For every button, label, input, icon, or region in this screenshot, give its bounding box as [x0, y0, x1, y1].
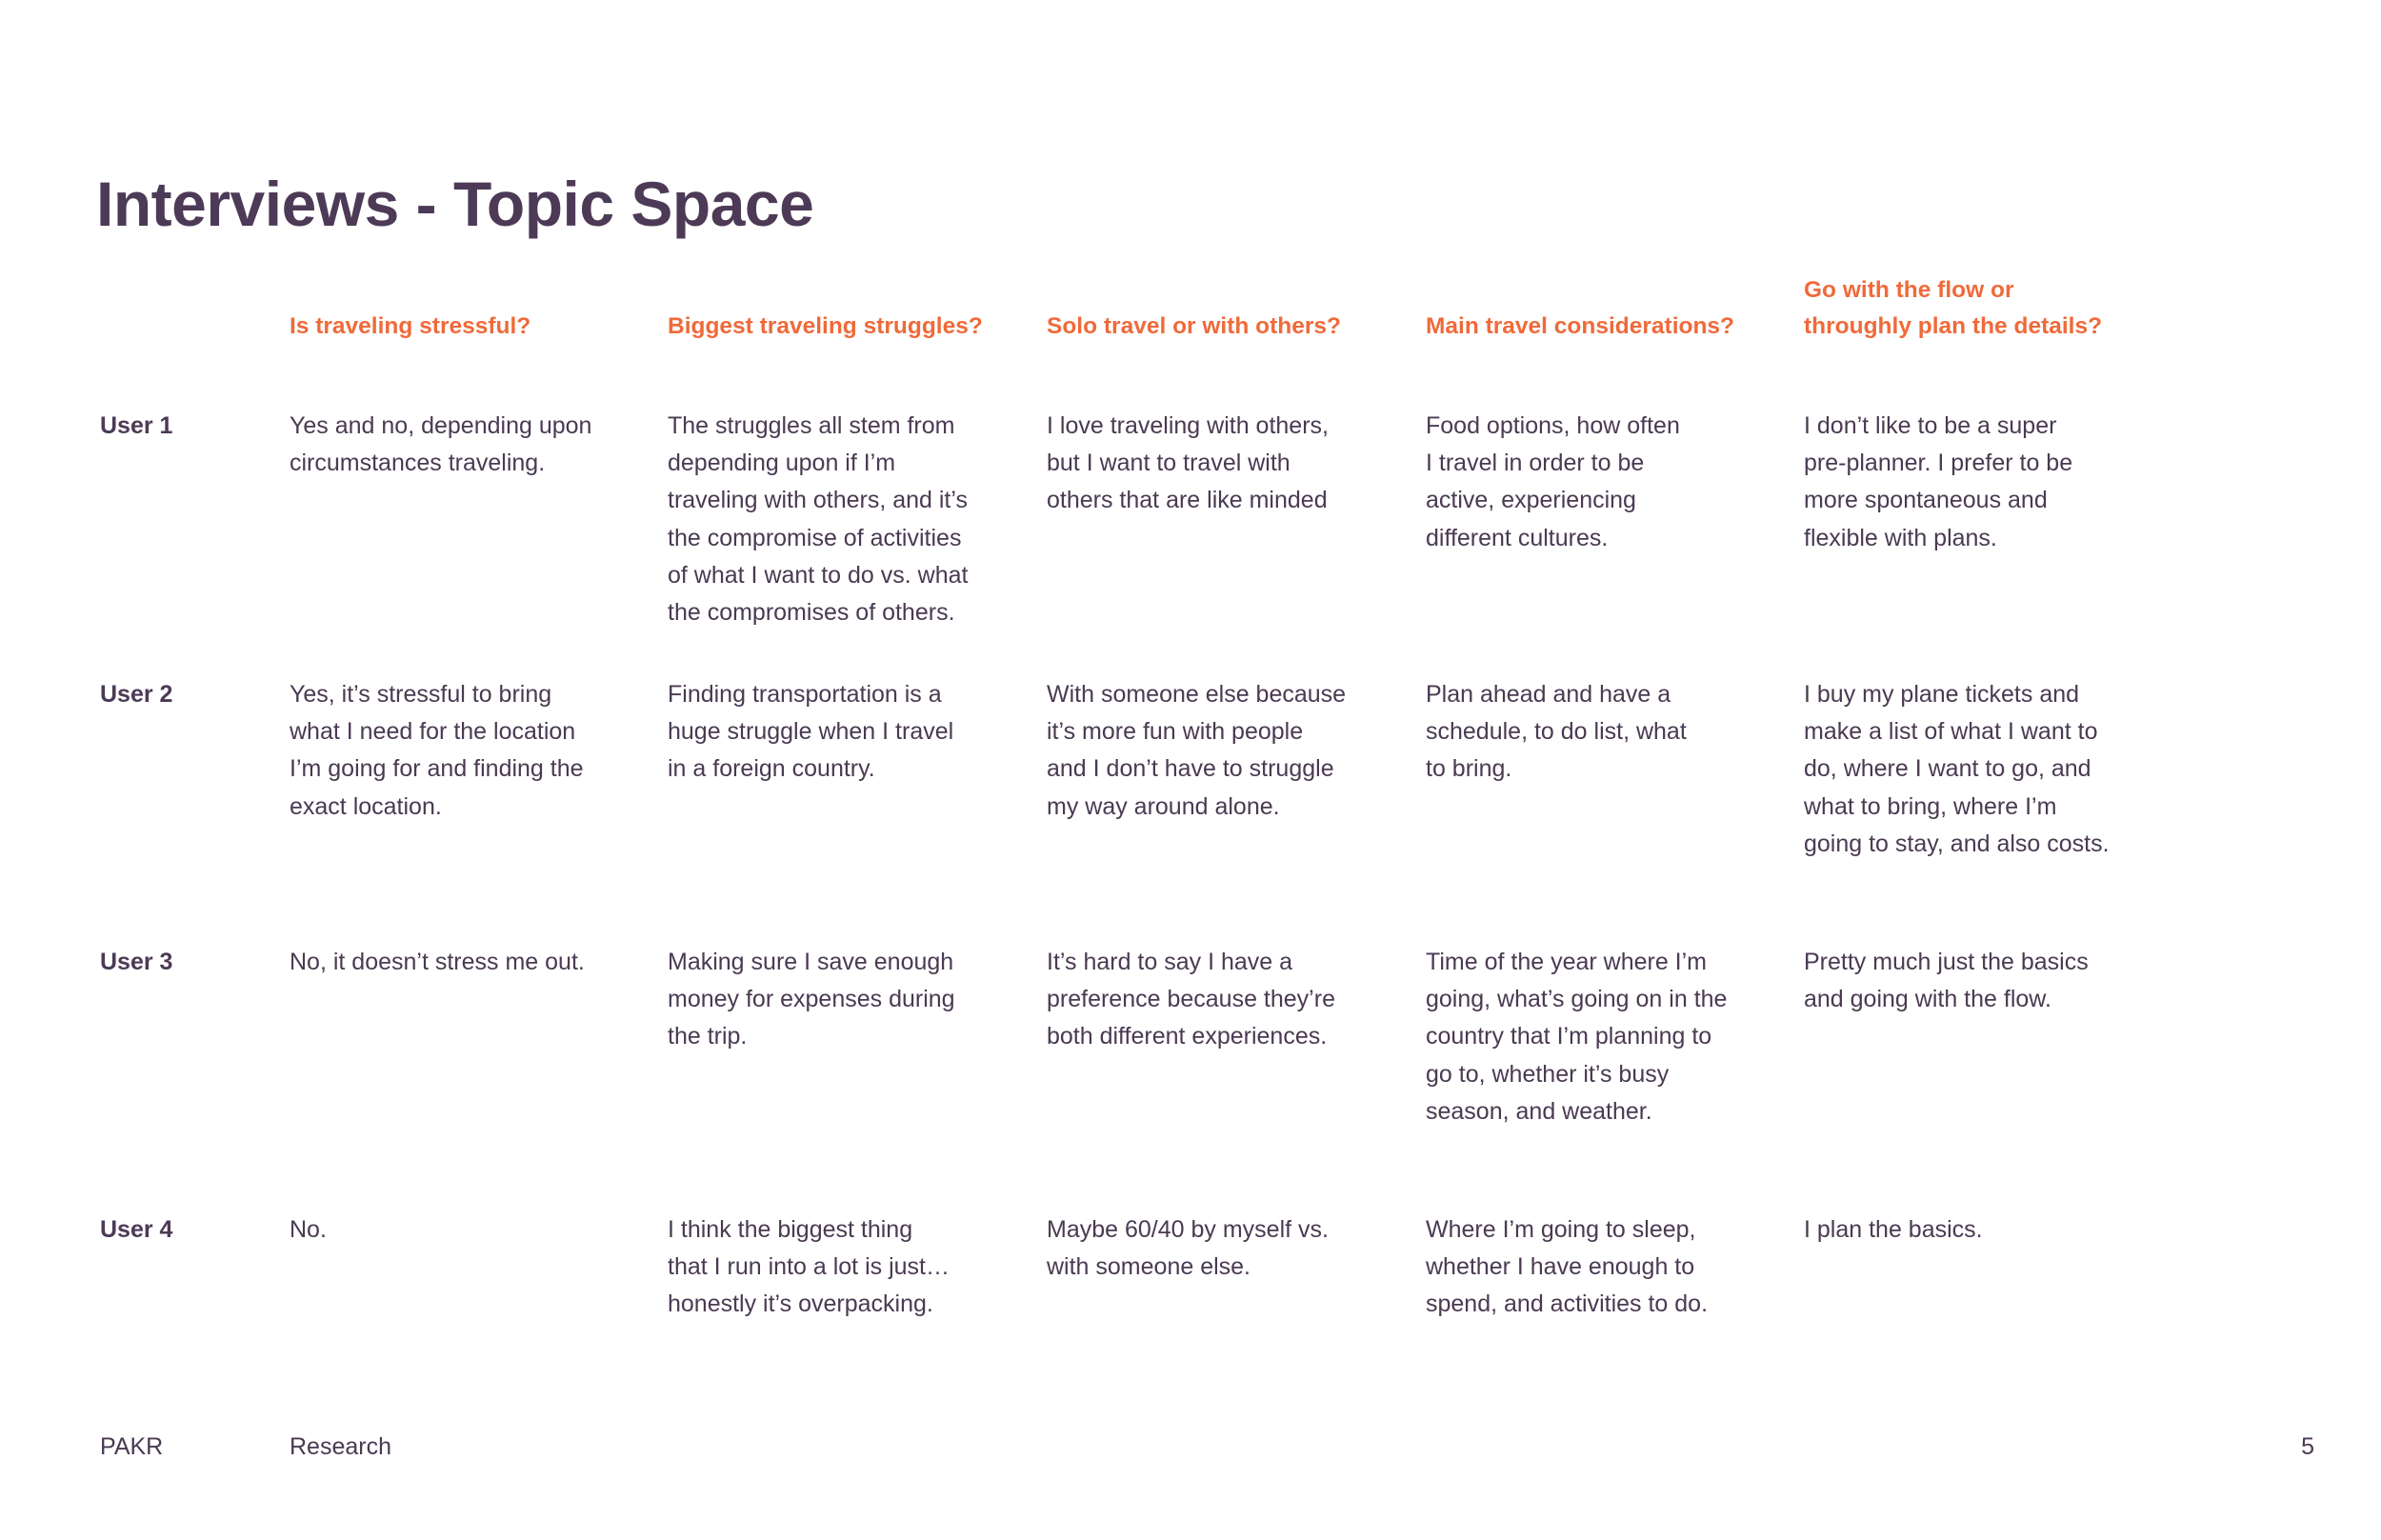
column-header-stressful: Is traveling stressful? — [290, 313, 531, 339]
table-cell: Finding transportation is a huge struggle when I travel in a foreign country. — [668, 681, 954, 783]
table-cell: I think the biggest thing that I run into a lot is just… honestly it’s overpacking. — [668, 1216, 950, 1318]
column-header-solo-or-others: Solo travel or with others? — [1047, 313, 1342, 339]
table-cell: I don’t like to be a super pre-planner. I prefer to be more spontaneous and flexible with plans. — [1804, 412, 2073, 551]
table-cell: Where I’m going to sleep, whether I have enough to spend, and activities to do. — [1426, 1216, 1709, 1318]
row-label-user-2: User 2 — [100, 681, 173, 708]
table-cell: It’s hard to say I have a preference because they’re both different experiences. — [1047, 949, 1335, 1050]
table-cell: Food options, how often I travel in order to be active, experiencing different cultures. — [1426, 412, 1680, 551]
table-cell: I plan the basics. — [1804, 1216, 1983, 1243]
table-cell: Yes and no, depending upon circumstances traveling. — [290, 412, 592, 477]
row-label-user-1: User 1 — [100, 412, 173, 439]
table-cell: The struggles all stem from depending upon if I’m traveling with others, and it’s the compromise of activities of what I want to do vs. what the compromises of others. — [668, 412, 969, 627]
table-cell: I love traveling with others, but I want to travel with others that are like minded — [1047, 412, 1329, 514]
footer-brand: PAKR — [100, 1433, 164, 1460]
column-header-struggles: Biggest traveling struggles? — [668, 313, 983, 339]
page-title: Interviews - Topic Space — [96, 169, 814, 239]
table-cell: Time of the year where I’m going, what’s going on in the country that I’m planning to go to, whether it’s busy season, and weather. — [1426, 949, 1728, 1125]
footer-section: Research — [290, 1433, 391, 1460]
table-cell: Pretty much just the basics and going with the flow. — [1804, 949, 2089, 1013]
table-cell: Yes, it’s stressful to bring what I need for the location I’m going for and finding the exact location. — [290, 681, 584, 820]
column-header-considerations: Main travel considerations? — [1426, 313, 1735, 339]
page-number: 5 — [2301, 1433, 2314, 1460]
table-cell: Making sure I save enough money for expenses during the trip. — [668, 949, 955, 1050]
table-cell: No, it doesn’t stress me out. — [290, 949, 585, 975]
table-cell: No. — [290, 1216, 327, 1243]
table-cell: I buy my plane tickets and make a list of what I want to do, where I want to go, and what to bring, where I’m going to stay, and also costs. — [1804, 681, 2110, 857]
table-cell: Maybe 60/40 by myself vs. with someone else. — [1047, 1216, 1329, 1281]
table-cell: With someone else because it’s more fun with people and I don’t have to struggle my way around alone. — [1047, 681, 1347, 820]
column-header-planning: Go with the flow or throughly plan the details? — [1804, 277, 2103, 339]
table-cell: Plan ahead and have a schedule, to do list, what to bring. — [1426, 681, 1687, 783]
row-label-user-3: User 3 — [100, 949, 173, 975]
row-label-user-4: User 4 — [100, 1216, 173, 1243]
